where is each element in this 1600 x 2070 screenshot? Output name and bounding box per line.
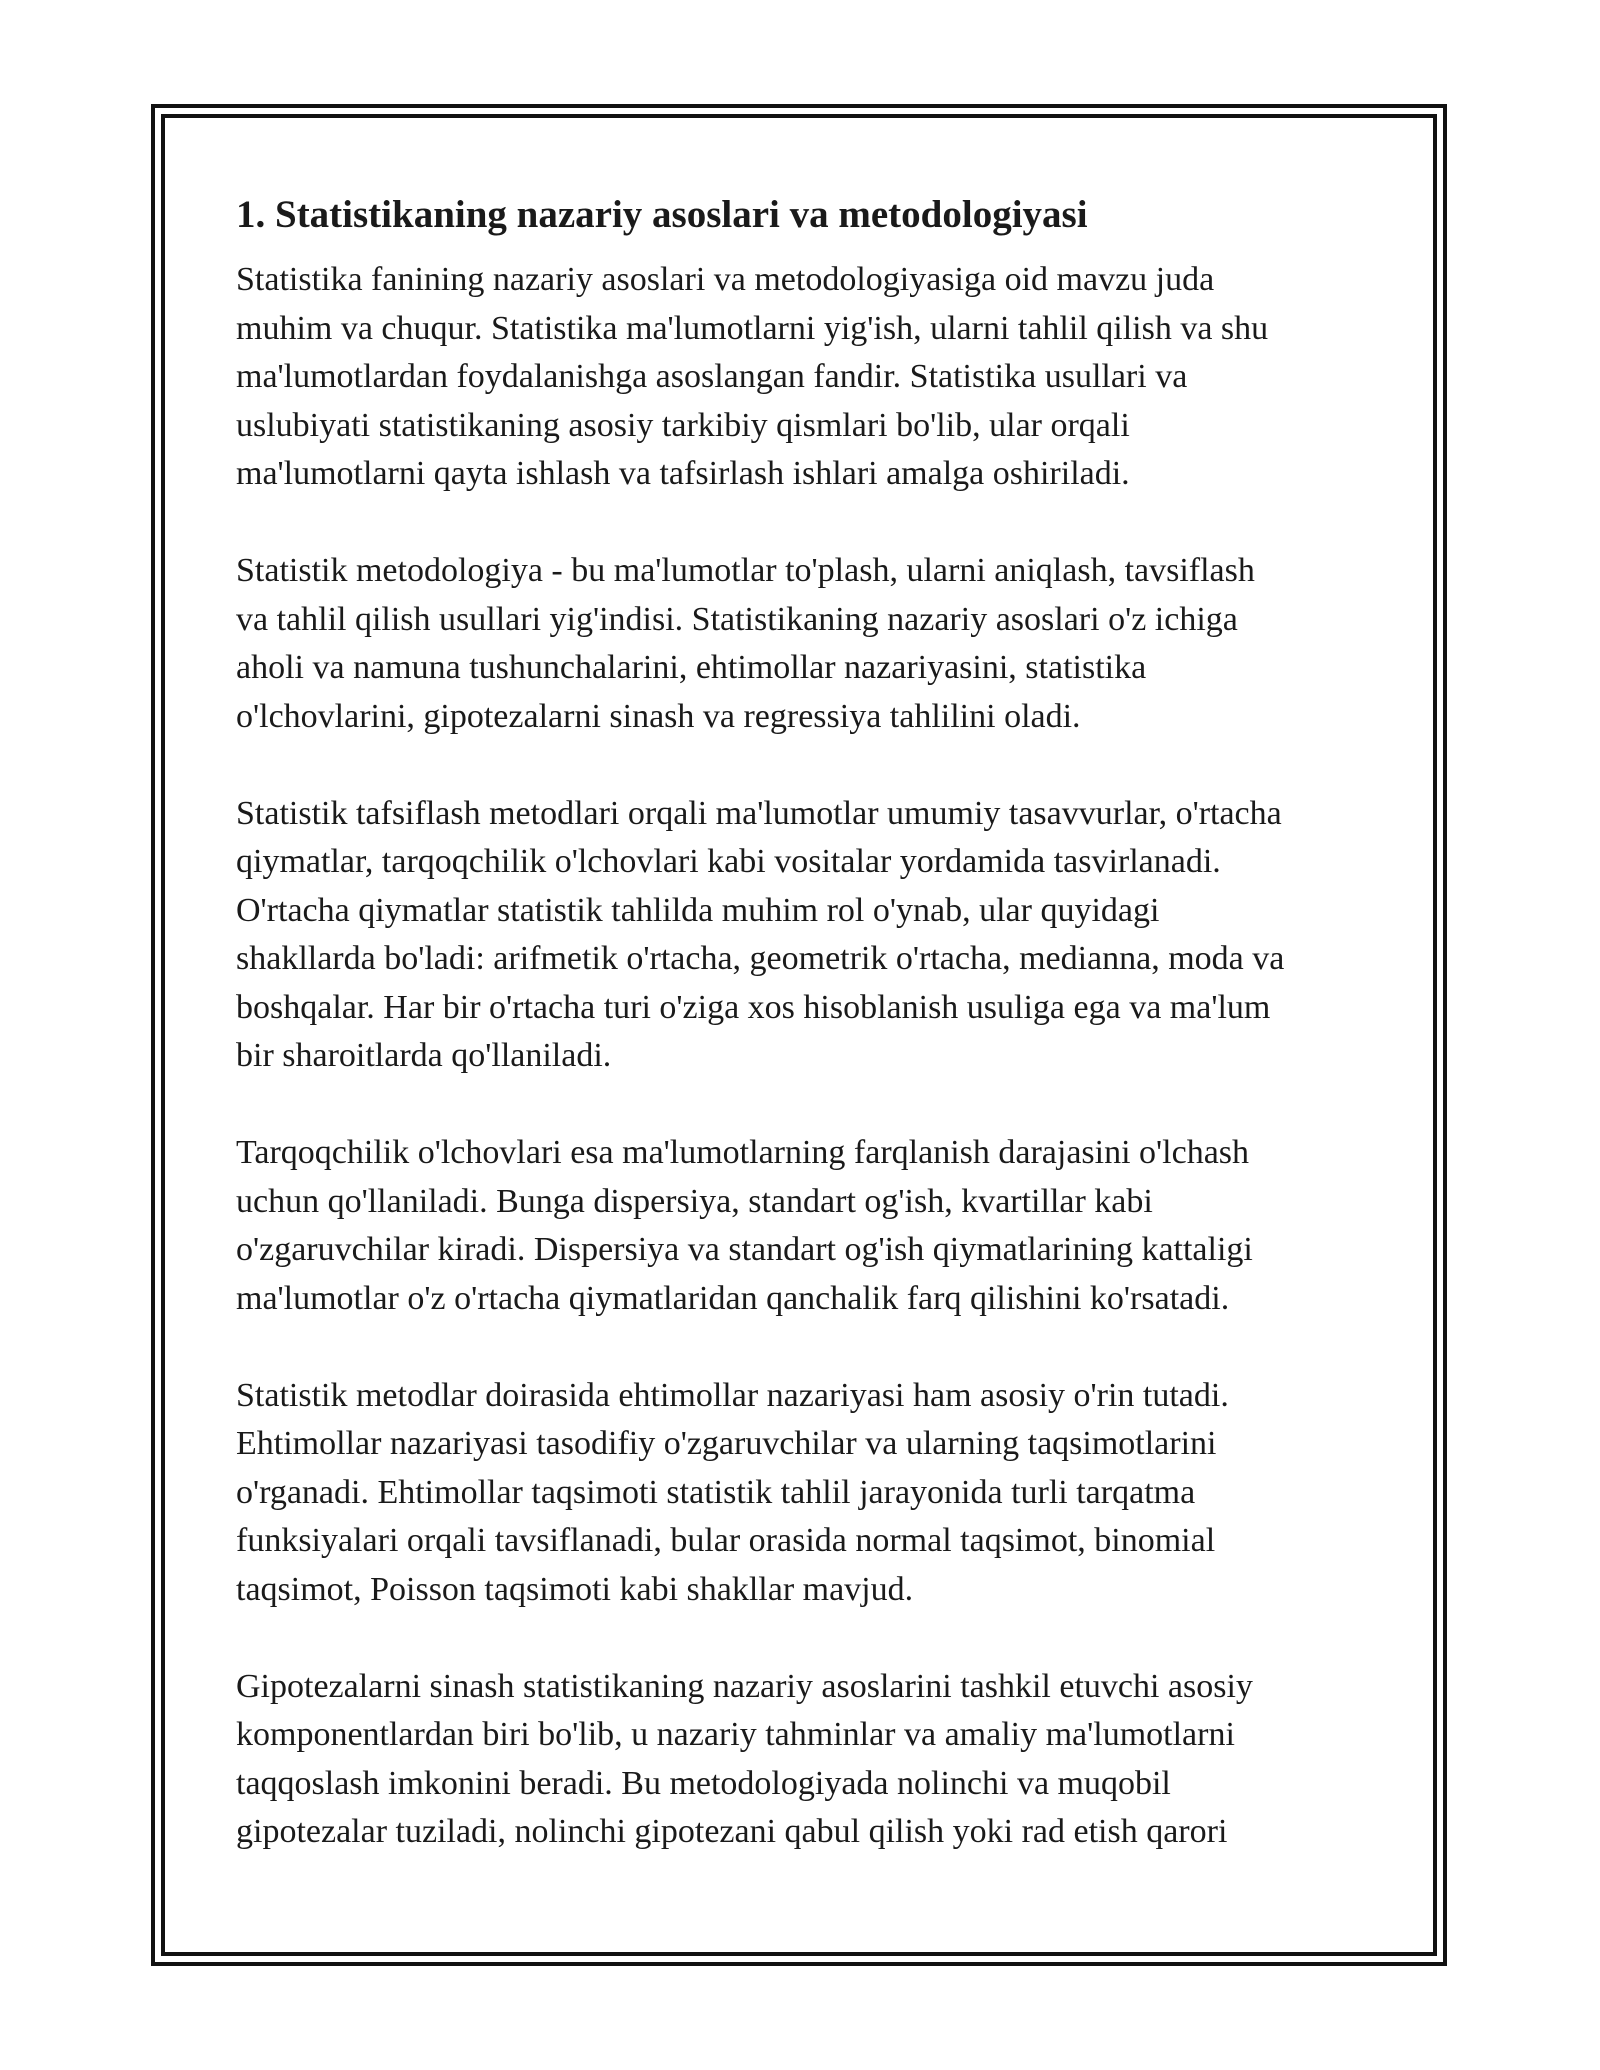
paragraph-line: Gipotezalarni sinash statistikaning nazariy asoslarini tashkil etuvchi asosiy <box>236 1667 1253 1705</box>
paragraph <box>236 256 1386 499</box>
paragraph <box>236 547 1386 741</box>
paragraph-line: uchun qo'llaniladi. Bunga dispersiya, standart og'ish, kvartillar kabi <box>236 1182 1153 1220</box>
section-heading: 1. Statistikaning nazariy asoslari va metodologiyasi <box>236 193 1088 236</box>
paragraph-line: o'lchovlarini, gipotezalarni sinash va regressiya tahlilini oladi. <box>236 697 1081 735</box>
paragraph-line: taqqoslash imkonini beradi. Bu metodologiyada nolinchi va muqobil <box>236 1764 1171 1802</box>
paragraph-line: taqsimot, Poisson taqsimoti kabi shakllar mavjud. <box>236 1570 914 1608</box>
paragraph <box>236 1663 1386 1857</box>
paragraph-line: ma'lumotlar o'z o'rtacha qiymatlaridan qanchalik farq qilishini ko'rsatadi. <box>236 1279 1230 1317</box>
paragraph <box>236 1372 1386 1615</box>
paragraph-line: funksiyalari orqali tavsiflanadi, bular orasida normal taqsimot, binomial <box>236 1522 1216 1559</box>
paragraph-line: Ehtimollar nazariyasi tasodifiy o'zgaruvchilar va ularning taqsimotlarini <box>236 1425 1217 1462</box>
paragraph-line: aholi va namuna tushunchalarini, ehtimollar nazariyasini, statistika <box>236 649 1147 686</box>
paragraph-line: boshqalar. Har bir o'rtacha turi o'ziga xos hisoblanish usuliga ega va ma'lum <box>236 988 1271 1026</box>
paragraph <box>236 1129 1386 1323</box>
paragraph-line: Statistik metodologiya - bu ma'lumotlar to'plash, ularni aniqlash, tavsiflash <box>236 552 1255 589</box>
paragraph-line: o'rganadi. Ehtimollar taqsimoti statistik tahlil jarayonida turli tarqatma <box>236 1473 1196 1511</box>
paragraph-line: komponentlardan biri bo'lib, u nazariy tahminlar va amaliy ma'lumotlarni <box>236 1716 1235 1753</box>
paragraph-list <box>236 256 1386 1857</box>
paragraph-line: Statistika fanining nazariy asoslari va metodologiyasiga oid mavzu juda <box>236 261 1215 298</box>
paragraph-line: Statistik metodlar doirasida ehtimollar nazariyasi ham asosiy o'rin tutadi. <box>236 1376 1229 1414</box>
paragraph-line: ma'lumotlarni qayta ishlash va tafsirlash ishlari amalga oshiriladi. <box>236 455 1130 492</box>
paragraph-line: muhim va chuqur. Statistika ma'lumotlarni yig'ish, ularni tahlil qilish va shu <box>236 309 1269 347</box>
paragraph-line: gipotezalar tuziladi, nolinchi gipotezani qabul qilish yoki rad etish qarori <box>236 1813 1228 1850</box>
paragraph-line: bir sharoitlarda qo'llaniladi. <box>236 1037 612 1074</box>
paragraph-line: uslubiyati statistikaning asosiy tarkibiy qismlari bo'lib, ular orqali <box>236 406 1130 444</box>
paragraph-line: Tarqoqchilik o'lchovlari esa ma'lumotlarning farqlanish darajasini o'lchash <box>236 1134 1250 1171</box>
paragraph-line: shakllarda bo'ladi: arifmetik o'rtacha, geometrik o'rtacha, medianna, moda va <box>236 940 1285 977</box>
paragraph-line: o'zgaruvchilar kiradi. Dispersiya va standart og'ish qiymatlarining kattaligi <box>236 1231 1253 1268</box>
document-body <box>236 186 1386 1905</box>
paragraph-line: Statistik tafsiflash metodlari orqali ma'lumotlar umumiy tasavvurlar, o'rtacha <box>236 794 1282 832</box>
paragraph-line: qiymatlar, tarqoqchilik o'lchovlari kabi vositalar yordamida tasvirlanadi. <box>236 843 1221 880</box>
paragraph-line: va tahlil qilish usullari yig'indisi. Statistikaning nazariy asoslari o'z ichiga <box>236 600 1238 638</box>
paragraph-line: ma'lumotlardan foydalanishga asoslangan fandir. Statistika usullari va <box>236 358 1188 395</box>
paragraph-line: O'rtacha qiymatlar statistik tahlilda muhim rol o'ynab, ular quyidagi <box>236 891 1160 929</box>
paragraph <box>236 790 1386 1081</box>
